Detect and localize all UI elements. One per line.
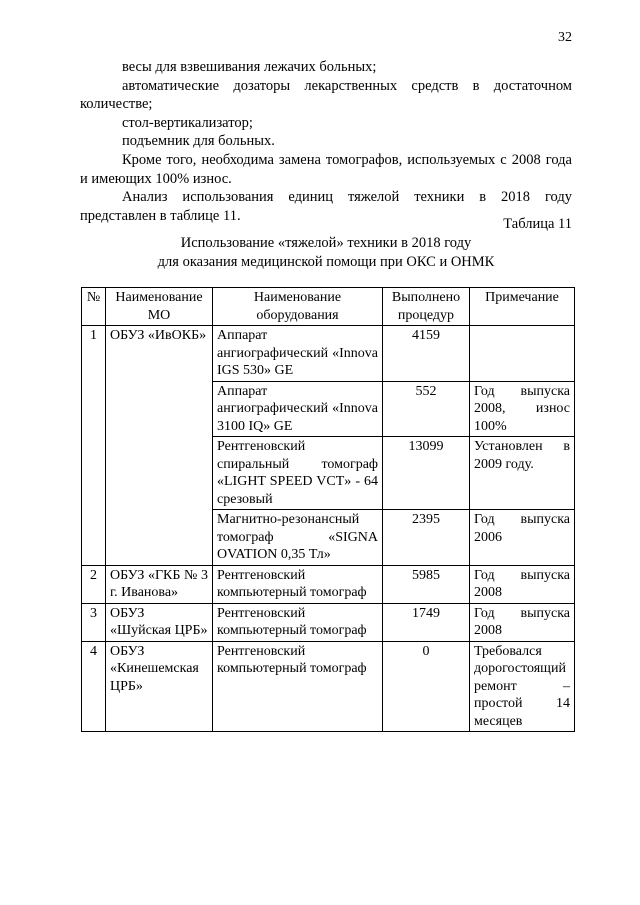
row-procedures: 0 [383, 641, 470, 732]
row-procedures: 2395 [383, 510, 470, 566]
page-number: 32 [558, 30, 572, 45]
row-equipment: Магнитно-резонансный томограф «SIGNA OVATION 0,35 Тл» [213, 510, 383, 566]
row-equipment: Рентгеновский спиральный томограф «LIGHT SPEED VCT» - 64 срезовый [213, 437, 383, 510]
row-procedures: 13099 [383, 437, 470, 510]
row-num: 2 [82, 565, 106, 603]
row-num: 4 [82, 641, 106, 732]
table-caption-line: Использование «тяжелой» техники в 2018 году [180, 235, 472, 251]
table-header-row [82, 288, 575, 326]
header-procedures: Выполнено процедур [383, 288, 470, 326]
row-note: Год выпуска 2008 [470, 565, 575, 603]
paragraph: стол-вертикализатор; [122, 114, 253, 131]
row-note: Установлен в 2009 году. [470, 437, 575, 510]
row-procedures: 552 [383, 381, 470, 437]
paragraph: автоматические дозаторы лекарственных средств в достаточном количестве; [80, 77, 572, 113]
row-note: Год выпуска 2008 [470, 603, 575, 641]
row-equipment: Аппарат ангиографический «Innova IGS 530» GE [213, 326, 383, 382]
header-num: № [82, 288, 106, 326]
row-mo: ОБУЗ «ИвОКБ» [106, 326, 213, 566]
table-row [82, 326, 575, 382]
paragraph: Кроме того, необходима замена томографов, используемых с 2008 года и имеющих 100% износ. [80, 151, 572, 187]
table-label: Таблица 11 [503, 216, 572, 232]
paragraph: Анализ использования единиц тяжелой техники в 2018 году представлен в таблице 11. [80, 189, 572, 224]
equipment-table [81, 287, 575, 732]
row-equipment: Рентгеновский компьютерный томограф [213, 603, 383, 641]
row-procedures: 1749 [383, 603, 470, 641]
row-num: 1 [82, 326, 106, 566]
header-equipment: Наименование оборудования [213, 288, 383, 326]
row-mo: ОБУЗ «Шуйская ЦРБ» [106, 603, 213, 641]
row-equipment: Рентгеновский компьютерный томограф [213, 641, 383, 732]
table-caption [80, 234, 572, 271]
table-caption-line: для оказания медицинской помощи при ОКС и ОНМК [157, 253, 495, 270]
row-note: Год выпуска 2006 [470, 510, 575, 566]
row-num: 3 [82, 603, 106, 641]
header-mo: Наименование МО [106, 288, 213, 326]
row-mo: ОБУЗ «ГКБ № 3 г. Иванова» [106, 565, 213, 603]
row-equipment: Аппарат ангиографический «Innova 3100 IQ» GE [213, 381, 383, 437]
body-text [80, 58, 572, 225]
row-note [470, 326, 575, 382]
table-row [82, 603, 575, 641]
row-procedures: 5985 [383, 565, 470, 603]
row-note: Год выпуска 2008, износ 100% [470, 381, 575, 437]
paragraph: весы для взвешивания лежачих больных; [122, 59, 377, 75]
row-procedures: 4159 [383, 326, 470, 382]
paragraph: подъемник для больных. [122, 133, 275, 150]
table-row [82, 565, 575, 603]
row-note: Требовался дорогостоящий ремонт – простой 14 месяцев [470, 641, 575, 732]
table-row [82, 641, 575, 732]
header-note: Примечание [470, 288, 575, 326]
row-equipment: Рентгеновский компьютерный томограф [213, 565, 383, 603]
row-mo: ОБУЗ «Кинешемская ЦРБ» [106, 641, 213, 732]
